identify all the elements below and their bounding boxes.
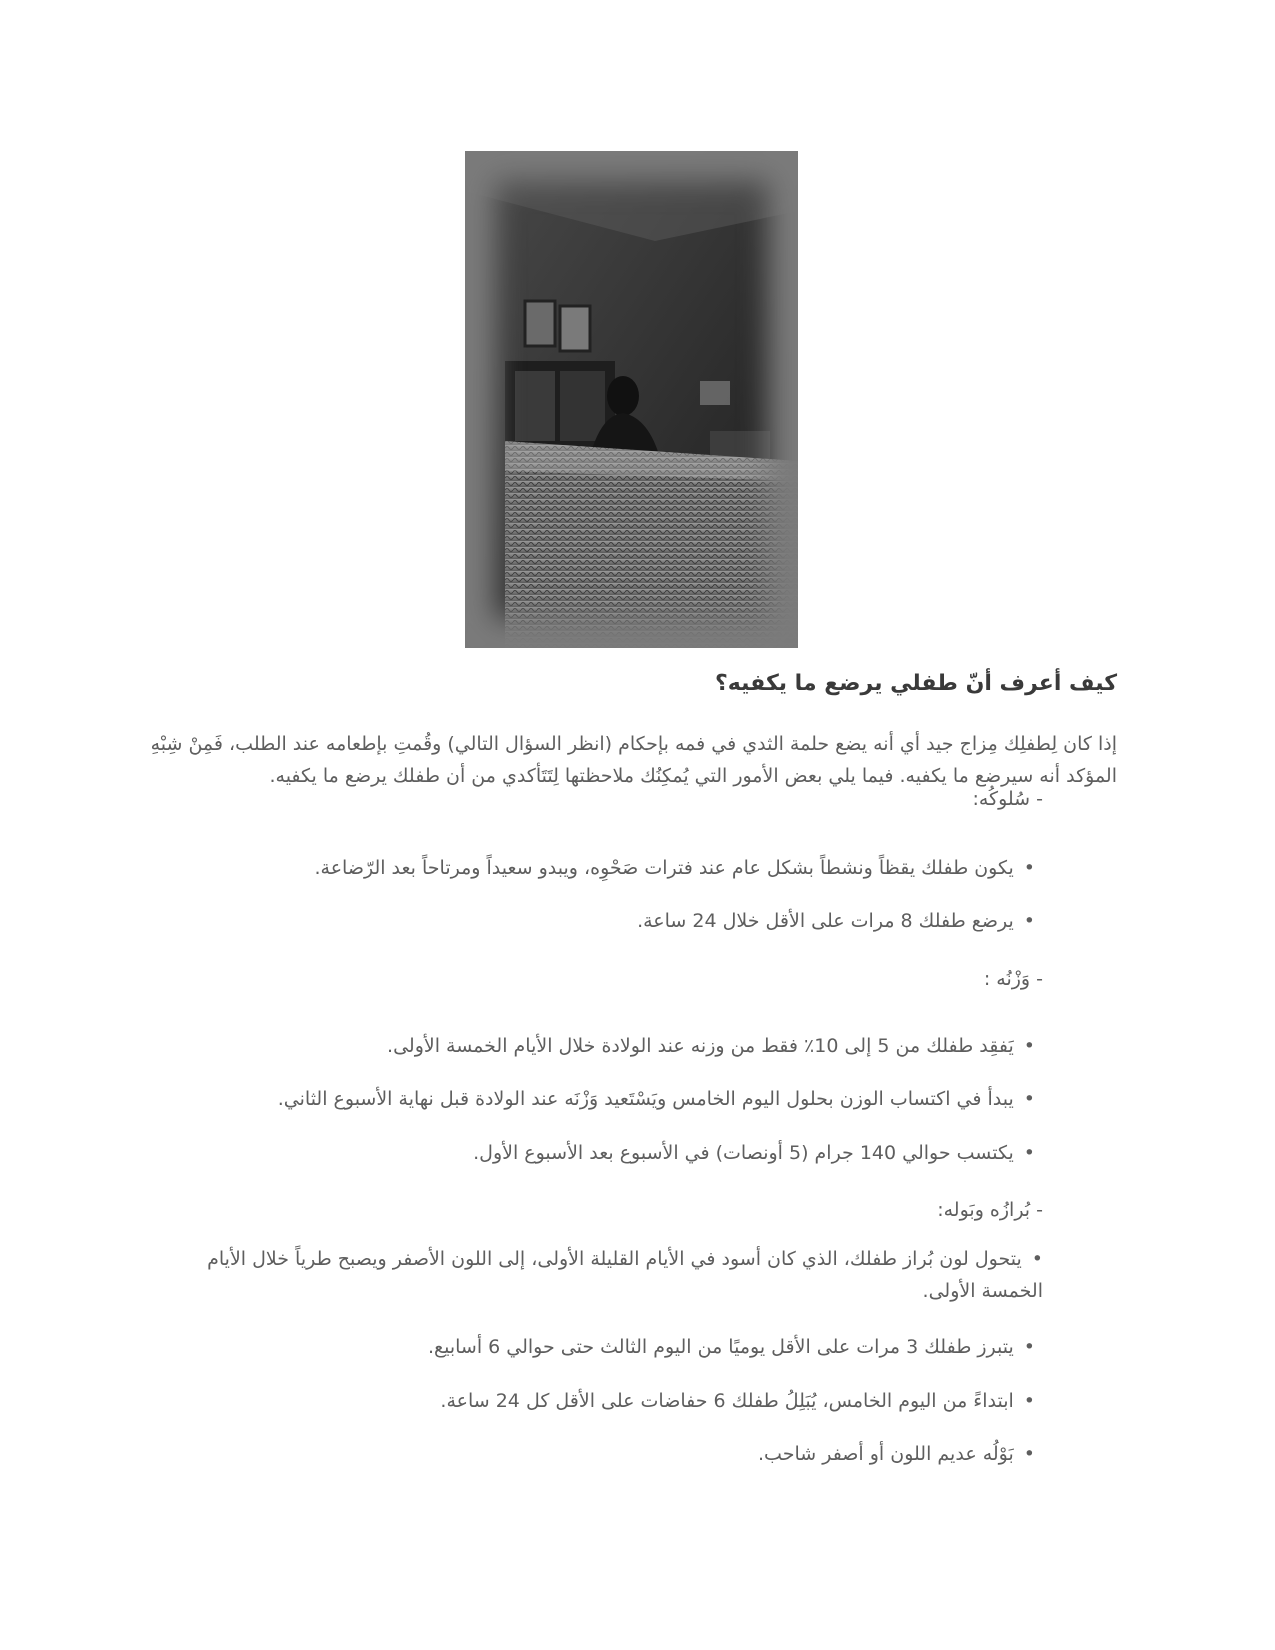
section-heading-stool-urine: - بُرازُه وبَوله: [937, 1199, 1043, 1221]
list-item-text: يرضع طفلك 8 مرات على الأقل خلال 24 ساعة. [637, 910, 1014, 932]
bullet-icon: • [1023, 910, 1035, 932]
list-item-text: ابتداءً من اليوم الخامس، يُبَلِلُ طفلك 6 حفاضات على الأقل كل 24 ساعة. [440, 1390, 1014, 1412]
list-item-text: يتحول لون بُراز طفلك، الذي كان أسود في الأيام القليلة الأولى، إلى اللون الأصفر ويصبح طرياً خلال الأيام الخمسة الأولى. [207, 1248, 1043, 1302]
list-item [155, 1137, 1035, 1169]
breastfeeding-photo [465, 151, 798, 648]
bullet-icon: • [1031, 1248, 1043, 1270]
intro-paragraph: إذا كان لِطفلِك مِزاج جيد أي أنه يضع حلمة الثدي في فمه بإحكام (انظر السؤال التالي) وقُمتِ بإطعامه عند الطلب، فَمِنْ شِبْهِ المؤكد أنه سيرضع ما يكفيه. فيما يلي بعض الأمور التي يُمكِنُك ملاحظتها لِتَتَأكدي من أن طفلك يرضع ما يكفيه. [150, 733, 1117, 787]
bullet-icon: • [1023, 1035, 1035, 1057]
section-heading-weight: - وَزْنُه : [983, 968, 1043, 990]
photo-illustration [465, 151, 798, 648]
list-item [155, 1083, 1035, 1115]
list-item [155, 1438, 1035, 1470]
list-item [155, 1385, 1035, 1417]
bullet-icon: • [1023, 1142, 1035, 1164]
list-item [153, 1243, 1043, 1307]
list-item [155, 1030, 1035, 1062]
bullet-icon: • [1023, 1088, 1035, 1110]
list-item [155, 905, 1035, 937]
list-item-text: يكتسب حوالي 140 جرام (5 أونصات) في الأسبوع بعد الأسبوع الأول. [473, 1142, 1014, 1164]
page-title: كيف أعرف أنّ طفلي يرضع ما يكفيه؟ [715, 671, 1117, 696]
list-item-text: يكون طفلك يقظاً ونشطاً بشكل عام عند فترات صَحْوِه، ويبدو سعيداً ومرتاحاً بعد الرّضاعة. [314, 857, 1014, 879]
bullet-icon: • [1023, 1390, 1035, 1412]
section-heading-behavior: - سُلوكُه: [972, 788, 1043, 810]
bullet-icon: • [1023, 857, 1035, 879]
bullet-icon: • [1023, 1336, 1035, 1358]
bullet-icon: • [1023, 1443, 1035, 1465]
list-item-text: يتبرز طفلك 3 مرات على الأقل يوميًا من اليوم الثالث حتى حوالي 6 أسابيع. [427, 1336, 1014, 1358]
list-item [155, 1331, 1035, 1363]
list-item-text: بَوْلُه عديم اللون أو أصفر شاحب. [758, 1443, 1014, 1465]
list-item [155, 852, 1035, 884]
list-item-text: يبدأ في اكتساب الوزن بحلول اليوم الخامس ويَسْتَعيد وَزْنَه عند الولادة قبل نهاية الأسبوع الثاني. [277, 1088, 1014, 1110]
list-item-text: يَفقِد طفلك من 5 إلى 10٪ فقط من وزنه عند الولادة خلال الأيام الخمسة الأولى. [387, 1035, 1014, 1057]
